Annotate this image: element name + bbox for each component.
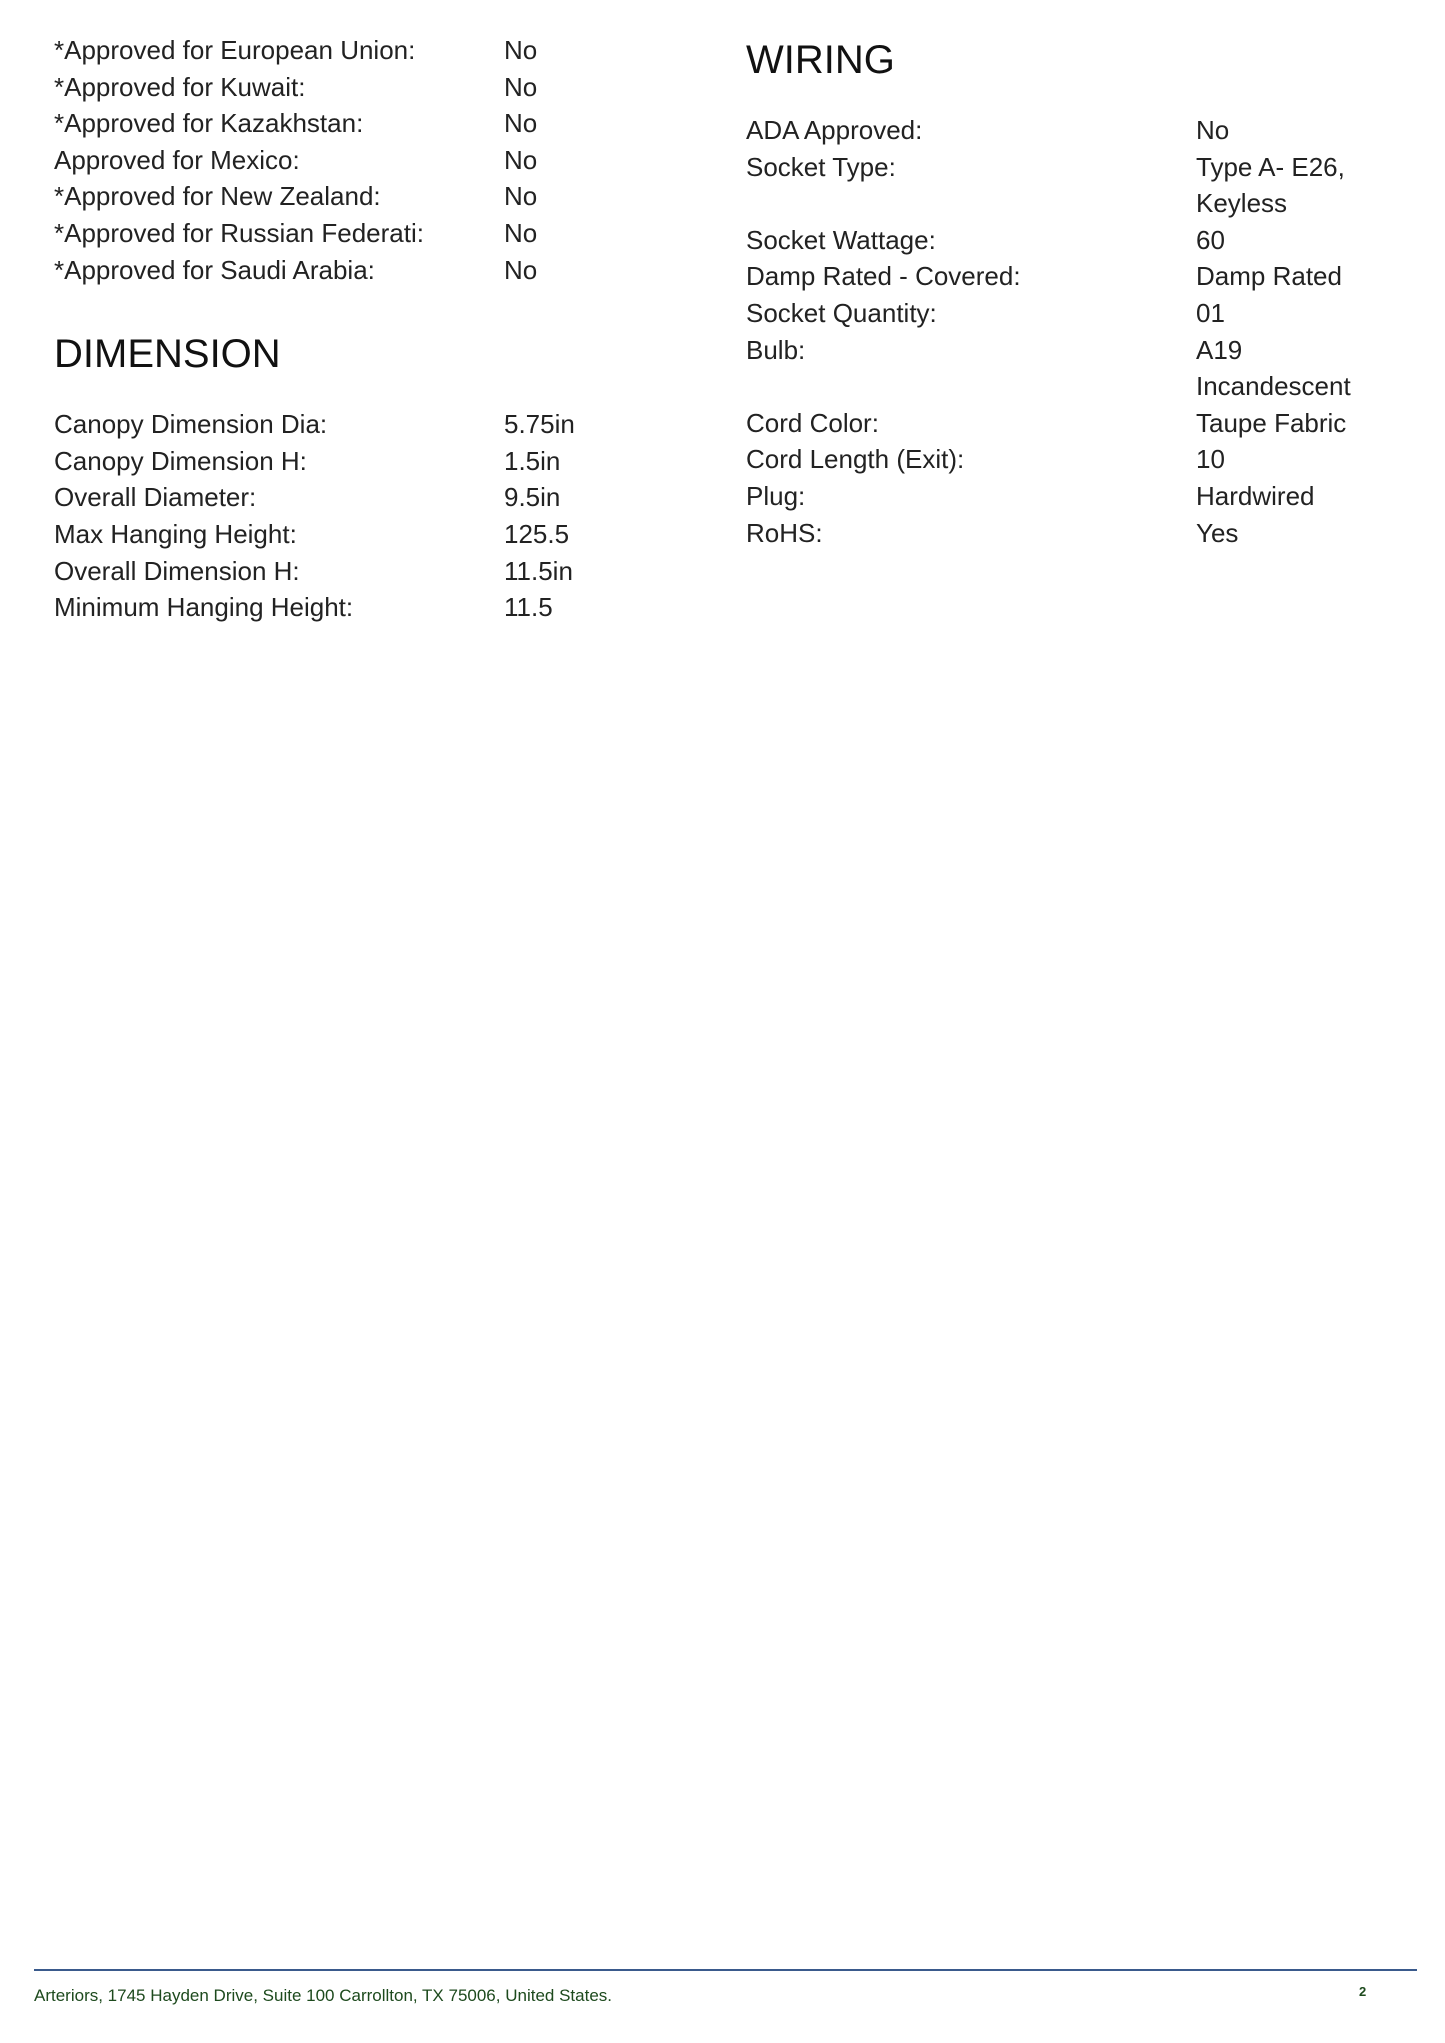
spec-label: Cord Length (Exit): <box>746 444 965 475</box>
spec-value: No <box>504 181 538 212</box>
spec-label: Socket Type: <box>746 151 896 182</box>
spec-row <box>54 443 614 480</box>
spec-label: Bulb: <box>746 334 806 365</box>
spec-label: RoHS: <box>746 517 823 548</box>
wiring-section-title: WIRING <box>746 38 895 82</box>
spec-value: 11.5in <box>504 555 573 586</box>
spec-value: No <box>504 71 538 102</box>
spec-value: A19 Incandescent <box>1196 334 1351 402</box>
spec-row <box>54 142 614 179</box>
page-number: 2 <box>1359 1984 1367 1999</box>
spec-row <box>746 405 1406 442</box>
spec-row <box>746 515 1406 552</box>
spec-value: No <box>504 35 538 65</box>
spec-label: *Approved for New Zealand: <box>54 181 381 212</box>
left-column <box>54 0 614 626</box>
spec-label: Plug: <box>746 480 806 511</box>
spec-value: 11.5 <box>504 592 553 623</box>
spec-value: Damp Rated <box>1196 261 1342 292</box>
spec-label: Cord Color: <box>746 407 879 438</box>
spec-row <box>54 69 614 106</box>
spec-label: *Approved for Kazakhstan: <box>54 108 364 139</box>
spec-value: No <box>1196 115 1230 145</box>
spec-value: No <box>504 254 538 285</box>
spec-value: 10 <box>1196 444 1225 475</box>
dimension-list <box>54 406 614 626</box>
spec-value: No <box>504 217 538 248</box>
spec-label: Socket Quantity: <box>746 297 937 328</box>
spec-row <box>746 441 1406 478</box>
spec-value: 5.75in <box>504 409 575 440</box>
spec-value: 9.5in <box>504 482 561 513</box>
spec-row <box>54 589 614 626</box>
spec-label: *Approved for Russian Federati: <box>54 217 424 248</box>
spec-label: *Approved for Kuwait: <box>54 71 306 102</box>
dimension-section-title: DIMENSION <box>54 332 281 377</box>
spec-row <box>54 32 614 69</box>
spec-label: Canopy Dimension H: <box>54 445 307 476</box>
right-column <box>746 0 1406 551</box>
footer-divider <box>34 1969 1417 1971</box>
spec-value: 01 <box>1196 297 1225 328</box>
spec-label: *Approved for Saudi Arabia: <box>54 254 375 285</box>
spec-row <box>746 112 1406 149</box>
spec-row <box>746 149 1406 222</box>
spec-row <box>746 478 1406 515</box>
spec-value: 60 <box>1196 224 1225 255</box>
spec-row <box>54 105 614 142</box>
spec-label: Overall Diameter: <box>54 482 257 513</box>
spec-label: Max Hanging Height: <box>54 518 297 549</box>
spec-label: Canopy Dimension Dia: <box>54 409 328 440</box>
spec-value: 125.5 <box>504 518 570 549</box>
spec-label: Overall Dimension H: <box>54 555 300 586</box>
spec-value: Yes <box>1196 517 1239 548</box>
spec-row <box>746 258 1406 295</box>
spec-row <box>54 252 614 289</box>
spec-value: No <box>504 144 538 175</box>
spec-row <box>54 406 614 443</box>
spec-value: 1.5in <box>504 445 561 476</box>
spec-value: Taupe Fabric <box>1196 407 1347 438</box>
spec-label: Minimum Hanging Height: <box>54 592 354 623</box>
footer-address: Arteriors, 1745 Hayden Drive, Suite 100 Carrollton, TX 75006, United States. <box>34 1986 612 2005</box>
spec-row <box>54 479 614 516</box>
approvals-list <box>54 0 614 288</box>
spec-label: *Approved for European Union: <box>54 35 416 65</box>
spec-label: Approved for Mexico: <box>54 144 300 175</box>
spec-row <box>746 332 1406 405</box>
spec-label: Socket Wattage: <box>746 224 936 255</box>
spec-value: Type A- E26, Keyless <box>1196 151 1345 219</box>
spec-value: No <box>504 108 538 139</box>
spec-row <box>54 178 614 215</box>
spec-row <box>54 516 614 553</box>
wiring-list <box>746 112 1406 551</box>
spec-row <box>54 215 614 252</box>
spec-row <box>746 222 1406 259</box>
spec-label: Damp Rated - Covered: <box>746 261 1021 292</box>
spec-row <box>746 295 1406 332</box>
spec-label: ADA Approved: <box>746 115 923 145</box>
spec-row <box>54 553 614 590</box>
spec-value: Hardwired <box>1196 480 1315 511</box>
